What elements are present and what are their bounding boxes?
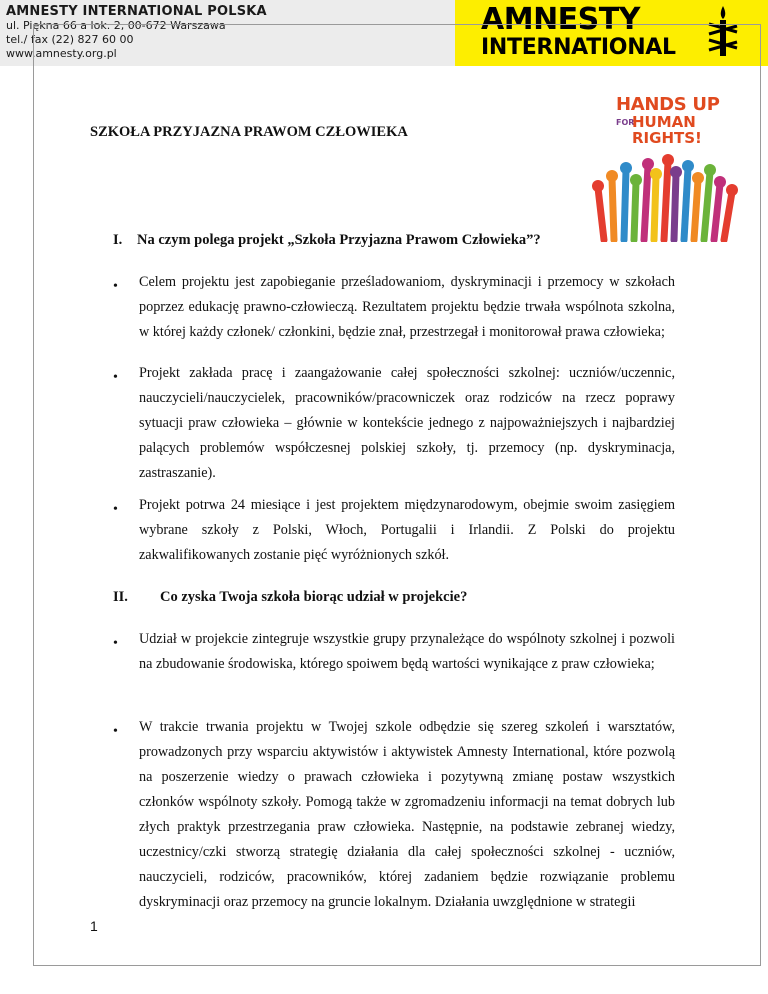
section-number: I. — [113, 232, 123, 248]
bullet-paragraph: Projekt potrwa 24 miesiące i jest projektem międzynarodowym, obejmie swoim zasięgiem wybrane szkoły z Polski, Włoch, Portugalii i Irlandii. Z Polski do projektu zakwalifikowanych zostanie pięć wyróżnionych szkół. — [139, 497, 675, 563]
logo-text-international: INTERNATIONAL — [481, 35, 676, 60]
bullet-paragraph: Udział w projekcie zintegruje wszystkie grupy przynależące do wspólnoty szkolnej i pozwoli na zbudowanie środowiska, którego spoiwem będą wartości wynikające z praw człowieka; — [139, 631, 675, 672]
hands-up-campaign-image — [590, 92, 740, 242]
bullet-marker: • — [113, 636, 118, 651]
organization-name: AMNESTY INTERNATIONAL POLSKA — [6, 4, 267, 19]
organization-address: ul. Piękna 66 a lok. 2, 00-672 Warszawa — [6, 19, 226, 32]
bullet-marker: • — [113, 279, 118, 294]
section-number: II. — [113, 589, 128, 605]
bullet-marker: • — [113, 502, 118, 517]
section-heading: Na czym polega projekt „Szkoła Przyjazna Prawom Człowieka”? — [137, 232, 541, 248]
bullet-paragraph: Projekt zakłada pracę i zaangażowanie całej społeczności szkolnej: uczniów/uczennic, nauczycieli/nauczycielek, pracowników/pracowniczek oraz rodziców na rzecz poprawy sytuacji praw człowieka – głównie w kontekście jednego z najpoważniejszych i najbardziej palących problemów współczesnej polskiej szkoły, tj. przemocy (np. dyskryminacja, zastraszanie). — [139, 365, 675, 481]
section-heading: Co zyska Twoja szkoła biorąc udział w projekcie? — [160, 589, 468, 605]
campaign-text-for: FOR — [616, 118, 635, 127]
bullet-marker: • — [113, 724, 118, 739]
organization-website: www.amnesty.org.pl — [6, 47, 117, 60]
logo-text-amnesty: AMNESTY — [481, 2, 640, 37]
bullet-paragraph: W trakcie trwania projektu w Twojej szkole odbędzie się szereg szkoleń i warsztatów, prowadzonych przy wsparciu aktywistów i aktywistek Amnesty International, które pozwolą na poszerzenie wiedzy o prawach człowieka i pozytywną zmianę postaw wszystkich członków wspólnoty szkoły. Pomogą także w zgromadzeniu informacji na temat dobrych lub złych praktyk przestrzegania praw człowieka. Następnie, na podstawie zebranej wiedzy, uczestnicy/czki stworzą strategię działania dla całej społeczności szkolnej - uczniów, nauczycieli, rodziców, pracowników, której zadaniem będzie rozwiązanie problemu dyskryminacji oraz przemocy na gruncie lokalnym. Działania uwzględnione w strategii — [139, 719, 675, 910]
document-title: SZKOŁA PRZYJAZNA PRAWOM CZŁOWIEKA — [90, 124, 408, 140]
campaign-text-human: HUMAN — [632, 113, 696, 131]
raised-hands-illustration — [590, 148, 740, 242]
campaign-text-hands-up: HANDS UP — [616, 94, 720, 115]
page-number: 1 — [90, 918, 98, 934]
bullet-paragraph: Celem projektu jest zapobieganie prześladowaniom, dyskryminacji i przemocy w szkołach poprzez edukację prawno-człowieczą. Rezultatem projektu będzie trwała wspólnota szkolna, w której każdy członek/ członkini, będzie znał, przestrzegał i monitorował prawa człowieka; — [139, 274, 675, 340]
organization-phone: tel./ fax (22) 827 60 00 — [6, 33, 134, 46]
bullet-marker: • — [113, 370, 118, 385]
campaign-text-rights: RIGHTS! — [632, 129, 702, 147]
